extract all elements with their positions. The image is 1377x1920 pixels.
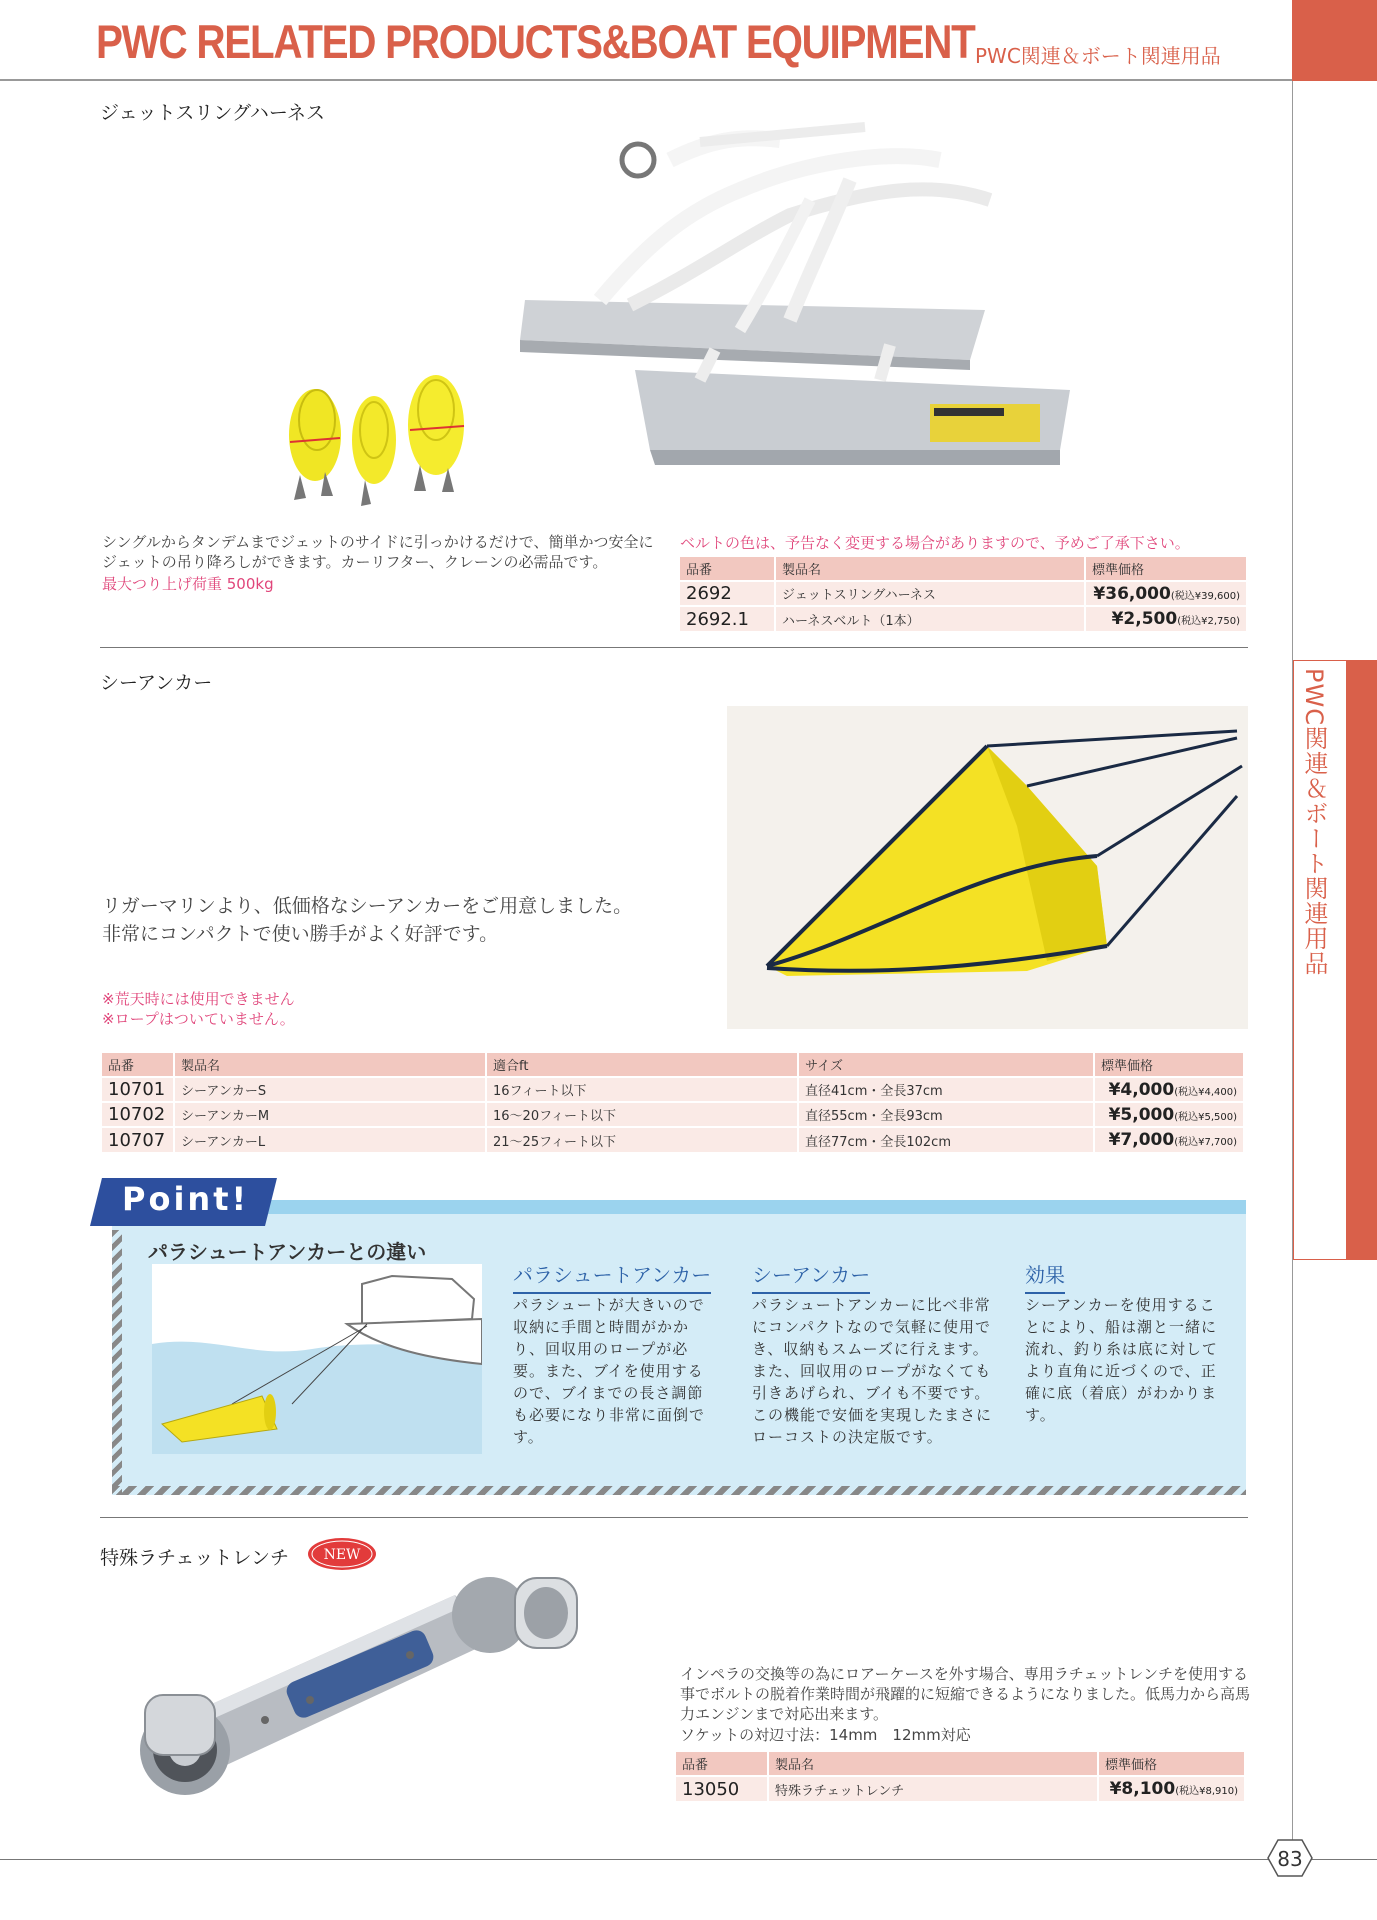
product-size: 直径77cm・全長102cm xyxy=(798,1127,1094,1152)
point-col-text-parachute: パラシュートが大きいので収納に手間と時間がかかり、回収用のロープが必要。また、ブイを使用するので、ブイまでの長さ調節も必要になり非常に面倒です。 xyxy=(513,1296,706,1446)
table-row xyxy=(102,1077,1244,1102)
table-row xyxy=(102,1127,1244,1152)
sea-anchor-title: シーアンカー xyxy=(100,672,213,694)
col-header-price: 標準価格 xyxy=(1098,1752,1245,1776)
harness-title: ジェットスリングハーネス xyxy=(100,102,325,124)
header-divider xyxy=(0,79,1292,81)
col-header-name: 製品名 xyxy=(174,1053,486,1077)
product-price: ¥36,000(税込¥39,600) xyxy=(1085,581,1247,606)
product-name: シーアンカーL xyxy=(174,1127,486,1152)
col-header-size: サイズ xyxy=(798,1053,1094,1077)
point-col-text-sea-anchor: パラシュートアンカーに比べ非常にコンパクトなので気軽に使用でき、収納もスムーズに行えます。また、回収用のロープがなくても引きあげられ、ブイも不要です。この機能で安価を実現したまさにローコストの決定版です。 xyxy=(752,1296,993,1446)
header-color-block xyxy=(1292,0,1377,81)
table-row xyxy=(676,1776,1245,1801)
category-tab-color-block xyxy=(1346,660,1377,1260)
product-price: ¥8,100(税込¥8,910) xyxy=(1098,1776,1245,1801)
point-badge-label: Point! xyxy=(122,1180,250,1218)
product-price: ¥2,500(税込¥2,750) xyxy=(1085,606,1247,631)
product-fit: 16フィート以下 xyxy=(486,1077,798,1102)
table-row xyxy=(102,1102,1244,1127)
category-tab-label: PWC関連＆ボート関連用品 xyxy=(1300,668,1328,976)
table-row xyxy=(680,606,1247,631)
parachute-anchor-illustration xyxy=(152,1264,482,1454)
wrench-description: インペラの交換等の為にロアーケースを外す場合、専用ラチェットレンチを使用する事でボルトの脱着作業時間が飛躍的に短縮できるようになりました。低馬力から高馬力エンジンまで対応出来ます。 xyxy=(680,1665,1251,1723)
table-header-row xyxy=(680,557,1247,581)
footer-divider xyxy=(0,1859,1377,1860)
col-header-fit: 適合ft xyxy=(486,1053,798,1077)
sea-anchor-description-line-2: 非常にコンパクトで使い勝手がよく好評です。 xyxy=(102,923,499,945)
section-divider xyxy=(100,647,1248,648)
product-name: シーアンカーM xyxy=(174,1102,486,1127)
product-size: 直径55cm・全長93cm xyxy=(798,1102,1094,1127)
product-name: ハーネスベルト（1本） xyxy=(775,606,1085,631)
product-size: 直径41cm・全長37cm xyxy=(798,1077,1094,1102)
harness-color-note: ベルトの色は、予告なく変更する場合がありますので、予めご了承下さい。 xyxy=(680,534,1190,552)
wrench-socket-size: ソケットの対辺寸法：14mm 12mm対応 xyxy=(680,1726,971,1744)
sea-anchor-description-line-1: リガーマリンより、低価格なシーアンカーをご用意しました。 xyxy=(102,895,633,917)
col-header-price: 標準価格 xyxy=(1094,1053,1244,1077)
table-header-row xyxy=(676,1752,1245,1776)
point-heading: パラシュートアンカーとの違い xyxy=(148,1240,427,1264)
product-code: 10707 xyxy=(102,1127,174,1152)
col-header-price: 標準価格 xyxy=(1085,557,1247,581)
harness-spec-table xyxy=(680,557,1248,631)
harness-product-photo xyxy=(270,120,1100,515)
aluminium-harness-image xyxy=(520,127,1070,465)
harness-description: シングルからタンデムまでジェットのサイドに引っかけるだけで、簡単かつ安全にジェットの吊り降ろしができます。カーリフター、クレーンの必需品です。 xyxy=(102,533,654,571)
col-header-name: 製品名 xyxy=(775,557,1085,581)
point-box-hatch-left xyxy=(112,1230,122,1495)
table-row xyxy=(680,581,1247,606)
table-header-row xyxy=(102,1053,1244,1077)
product-price: ¥5,000(税込¥5,500) xyxy=(1094,1102,1244,1127)
new-badge-label: NEW xyxy=(323,1547,361,1563)
col-header-code: 品番 xyxy=(680,557,775,581)
product-code: 2692.1 xyxy=(680,606,775,631)
wrench-spec-table xyxy=(676,1752,1246,1801)
product-price: ¥4,000(税込¥4,400) xyxy=(1094,1077,1244,1102)
page-header-subtitle: PWC関連＆ボート関連用品 xyxy=(975,44,1221,68)
product-code: 13050 xyxy=(676,1776,768,1801)
point-col-title-sea-anchor: シーアンカー xyxy=(752,1259,870,1294)
sea-anchor-description xyxy=(102,892,702,948)
product-fit: 16〜20フィート以下 xyxy=(486,1102,798,1127)
page-number: 83 xyxy=(1277,1847,1303,1871)
page-number-badge xyxy=(1260,1838,1320,1878)
section-divider xyxy=(100,1517,1248,1518)
product-fit: 21〜25フィート以下 xyxy=(486,1127,798,1152)
point-col-title-parachute: パラシュートアンカー xyxy=(513,1259,711,1294)
product-price: ¥7,000(税込¥7,700) xyxy=(1094,1127,1244,1152)
product-code: 10702 xyxy=(102,1102,174,1127)
harness-max-load: 最大つり上げ荷重 500kg xyxy=(102,575,274,593)
col-header-name: 製品名 xyxy=(768,1752,1098,1776)
product-code: 2692 xyxy=(680,581,775,606)
page-header-title: PWC RELATED PRODUCTS&BOAT EQUIPMENT xyxy=(96,15,975,68)
sea-anchor-note-rope: ※ロープはついていません。 xyxy=(102,1010,295,1028)
wrench-title: 特殊ラチェットレンチ xyxy=(100,1547,289,1569)
sea-anchor-note-weather: ※荒天時には使用できません xyxy=(102,990,295,1008)
col-header-code: 品番 xyxy=(676,1752,768,1776)
sea-anchor-spec-table xyxy=(102,1053,1245,1152)
point-col-title-effect: 効果 xyxy=(1025,1259,1065,1294)
point-box-hatch-bottom xyxy=(112,1486,1246,1495)
sea-anchor-product-photo xyxy=(727,706,1248,1029)
point-box-top-stripe xyxy=(230,1200,1246,1214)
product-name: 特殊ラチェットレンチ xyxy=(768,1776,1098,1801)
yellow-straps-image xyxy=(289,375,464,506)
col-header-code: 品番 xyxy=(102,1053,174,1077)
ratchet-wrench-product-photo xyxy=(125,1560,615,1815)
point-col-text-effect: シーアンカーを使用することにより、船は潮と一緒に流れ、釣り糸は底に対してより直角に近づくので、正確に底（着底）がわかります。 xyxy=(1025,1296,1218,1424)
product-name: シーアンカーS xyxy=(174,1077,486,1102)
product-code: 10701 xyxy=(102,1077,174,1102)
product-name: ジェットスリングハーネス xyxy=(775,581,1085,606)
